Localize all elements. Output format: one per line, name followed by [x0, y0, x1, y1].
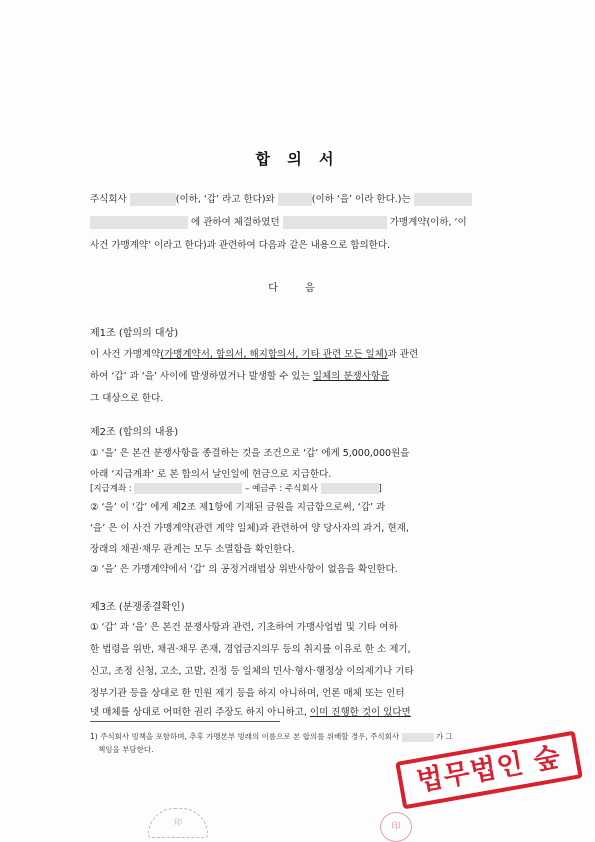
article3-line-5: 넷 매체를 상대로 어떠한 권리 주장도 하지 아니하고, 이미 진행한 것이 있다면 — [90, 707, 411, 718]
redaction — [321, 483, 379, 494]
article2-p2-line-3: 장래의 채권·채무 관계는 모두 소멸함을 확인한다. — [90, 544, 295, 555]
redaction — [278, 193, 312, 206]
article1-line-1: 이 사건 가맹계약(가맹계약서, 합의서, 해지합의서, 기타 관련 모든 일체)과 관련 — [90, 349, 419, 360]
article2-heading: 제2조 (합의의 내용) — [90, 427, 179, 438]
article3-line-1: ① ‘갑’ 과 ‘을’ 은 본건 분쟁사항과 관련, 기초하여 가맹사업법 및 기타 여하 — [90, 622, 398, 633]
article2-p2-line-2: ‘을’ 은 이 사건 가맹계약(관련 계약 일체)과 관련하여 양 당사자의 과거, 현재, — [90, 523, 409, 534]
seal-right: 印 — [380, 812, 412, 842]
redaction — [90, 216, 188, 229]
article2-p2-line-1: ② ‘을’ 이 ‘갑’ 에게 제2조 제1항에 기재된 금원을 지급함으로써, ‘갑’ 과 — [90, 502, 386, 513]
article2-p3: ③ ‘을’ 은 가맹계약에서 ‘갑’ 의 공정거래법상 위반사항이 없음을 확인한다. — [90, 564, 398, 575]
article3-line-2: 한 법령을 위반, 채권·채무 존재, 경업금지의무 등의 취지를 이유로 한 소 제기, — [90, 644, 411, 655]
article1-line-2: 하여 ‘갑’ 과 ‘을’ 사이에 발생하였거나 발생할 수 있는 일체의 분쟁사항을 — [90, 371, 390, 382]
document-title: 합 의 서 — [255, 150, 340, 168]
article3-line-4: 정부기관 등을 상대로 한 민원 제기 등을 하지 아니하며, 언론 매체 또는 인터 — [90, 688, 405, 699]
article1-heading: 제1조 (합의의 대상) — [90, 328, 179, 339]
article3-line-3: 신고, 조정 신청, 고소, 고발, 진정 등 일체의 민사·형사·행정상 이의제기나 기타 — [90, 666, 414, 677]
redaction — [402, 733, 434, 742]
intro-line-1: 주식회사 (이하, ‘갑’ 라고 한다)와 (이하 ‘을’ 이라 한다.)는 — [90, 191, 472, 206]
section-subtitle: 다 음 — [268, 283, 327, 294]
footnote-line-1: 1) 주식회사 빙책을 포함하며, 추후 가맹본부 빙래의 이름으로 본 합의를 위배할 경우, 주식회사 가 그 — [90, 732, 453, 741]
redaction — [283, 216, 387, 229]
article2-p1-line-2: 아래 ‘지급계좌’ 로 본 합의서 날인일에 현금으로 지급한다. — [90, 469, 332, 480]
redaction — [414, 193, 472, 206]
footnote-line-2: 책임을 부담한다. — [98, 745, 154, 754]
footnote-divider — [90, 721, 280, 722]
seal-left: 印 — [148, 808, 208, 838]
payment-account: [지급계좌 : – 예금주 : 주식회사 ] — [90, 484, 382, 494]
intro-line-3: 사건 가맹계약’ 이라고 한다)과 관련하여 다음과 같은 내용으로 합의한다. — [90, 240, 391, 251]
article1-line-3: 그 대상으로 한다. — [90, 393, 164, 404]
article3-heading: 제3조 (분쟁종결확인) — [90, 602, 185, 613]
law-firm-stamp: 법무법인 숲 — [395, 731, 583, 810]
redaction — [134, 483, 242, 494]
article2-p1-line-1: ① ‘을’ 은 본건 분쟁사항을 종결하는 것을 조건으로 ‘갑’ 에게 5,000,000원을 — [90, 448, 410, 459]
redaction — [130, 193, 176, 206]
intro-line-2: 에 관하여 체결하였던 가맹계약(이하, ‘이 — [90, 214, 467, 229]
